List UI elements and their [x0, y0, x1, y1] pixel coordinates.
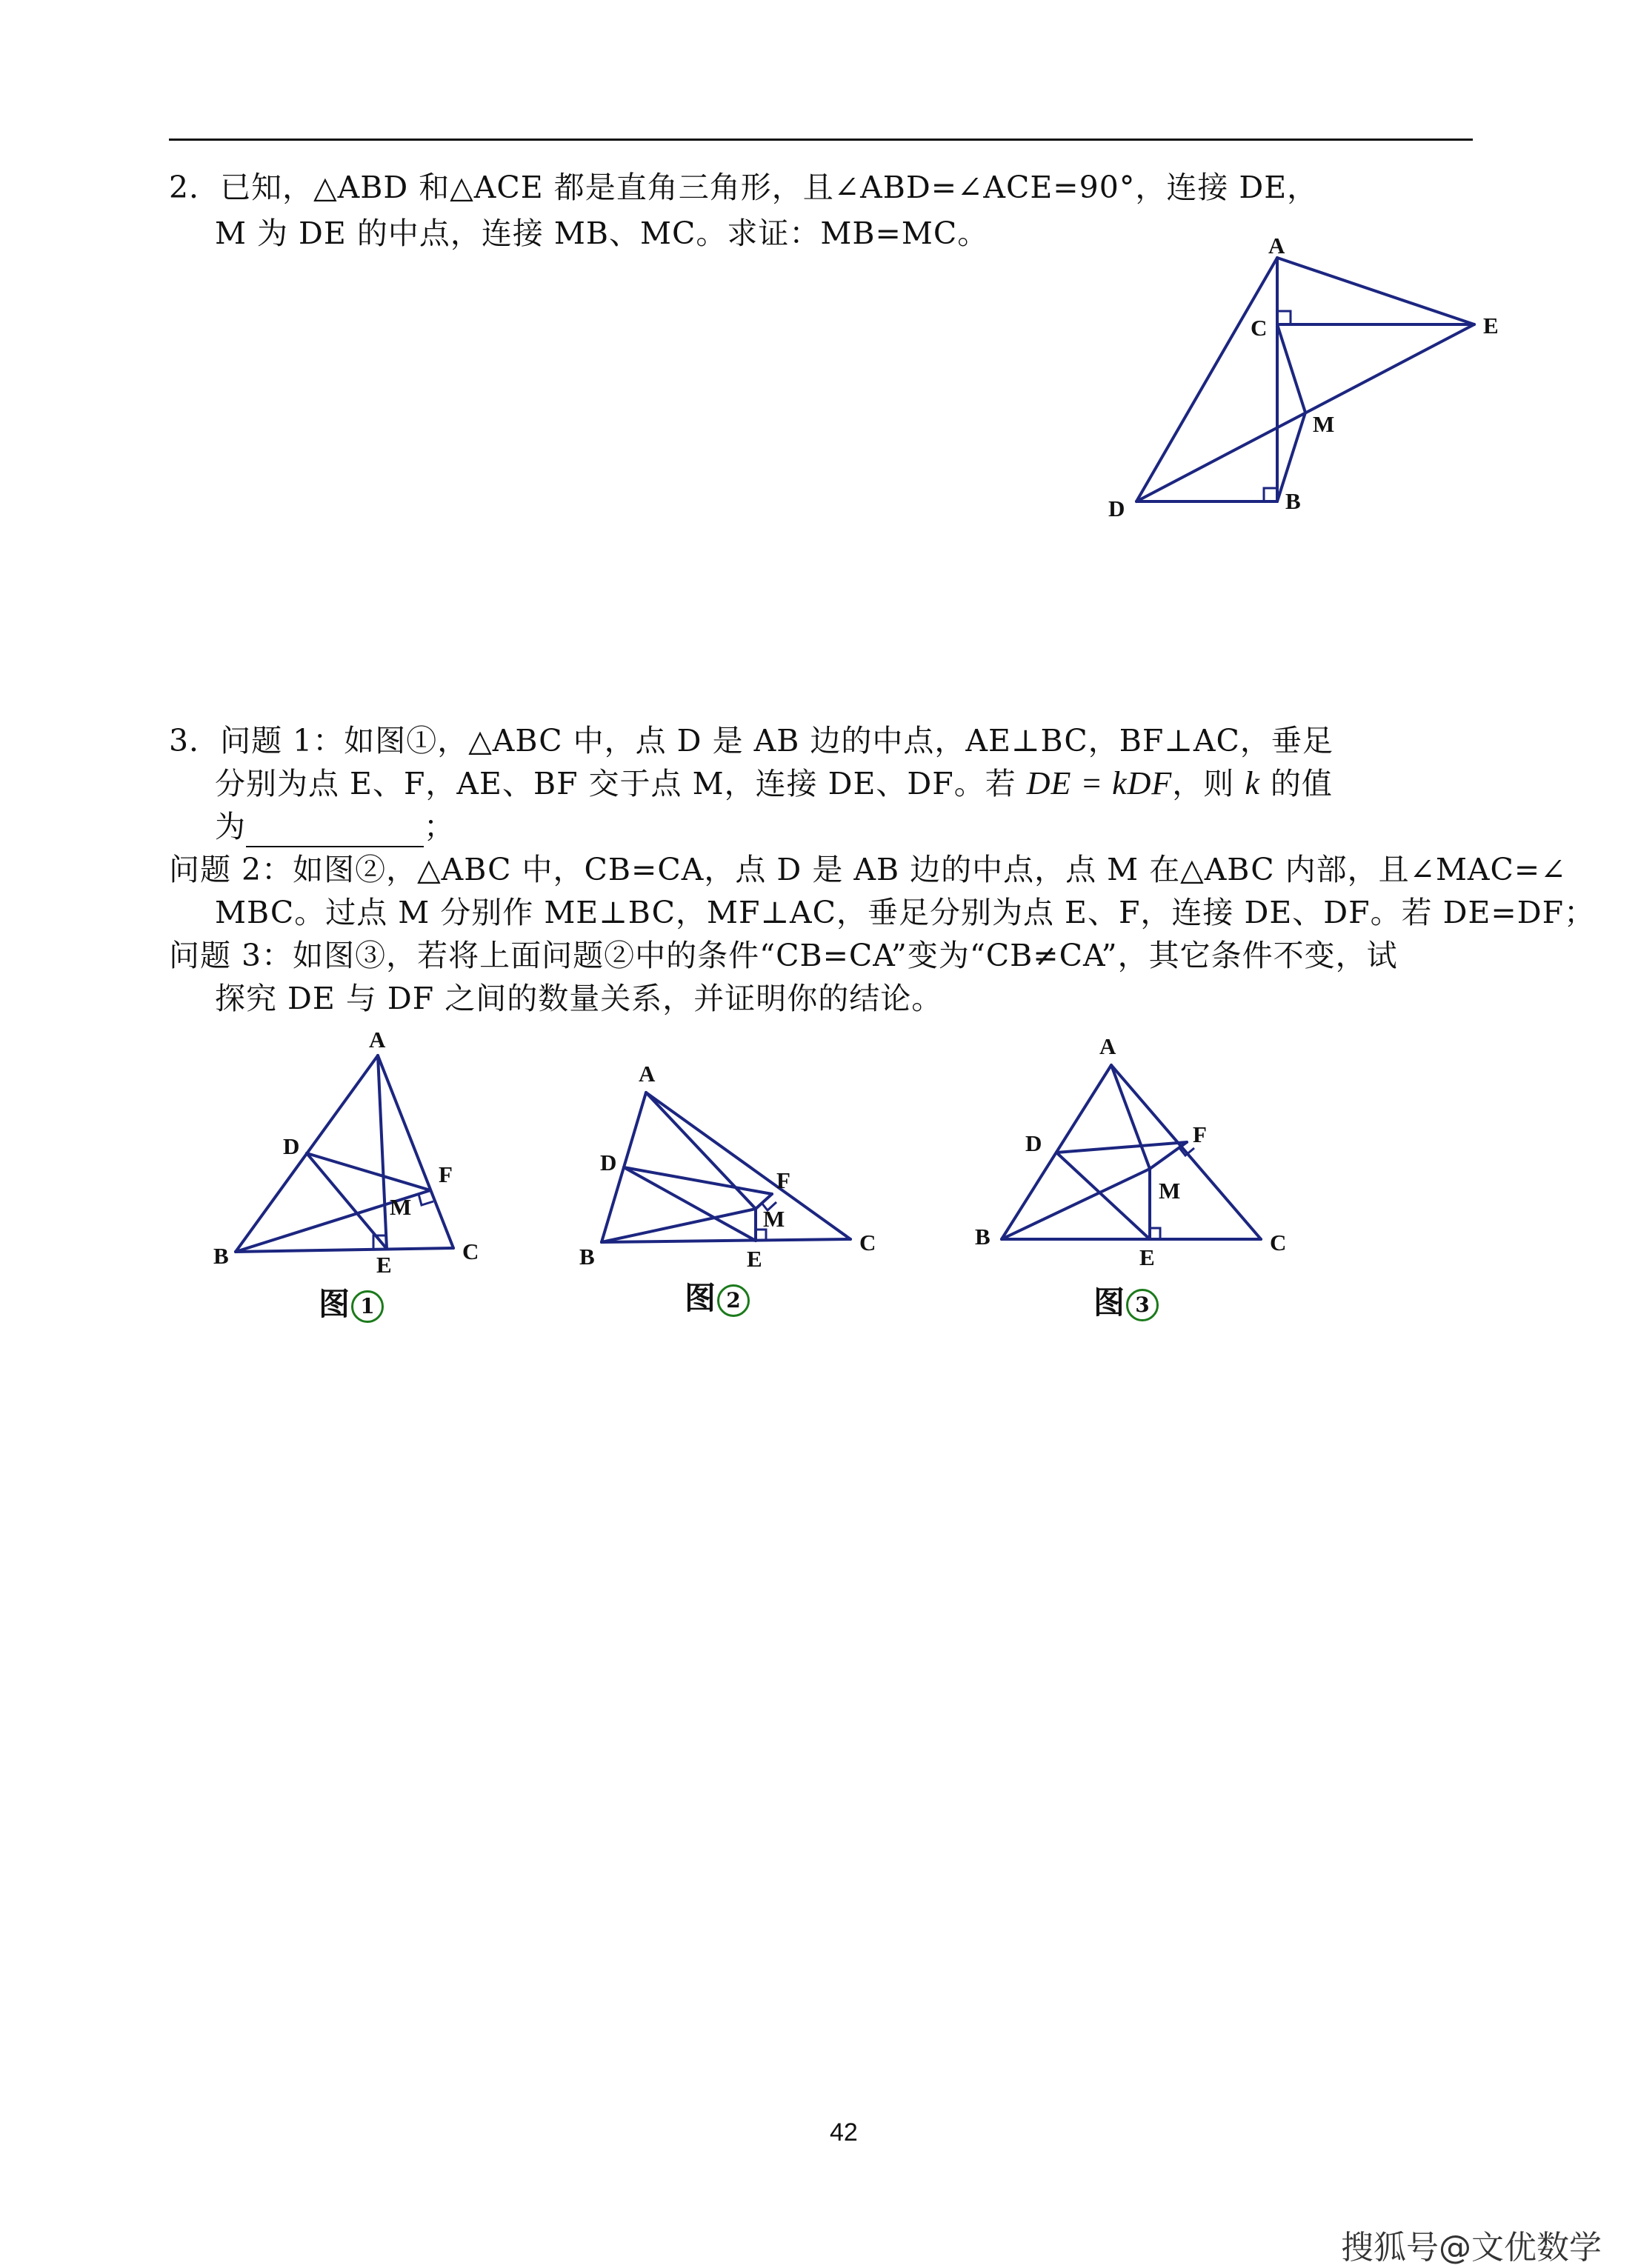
fig1-number: 1	[351, 1290, 384, 1323]
problem3-q3-line1: 问题 3：如图③，若将上面问题②中的条件“CB=CA”变为“CB≠CA”，其它条件不变，试	[169, 938, 1398, 973]
p2-label-B: B	[1285, 488, 1301, 514]
q1-text-mid: ，则	[1172, 766, 1245, 801]
q1-k: k	[1245, 765, 1260, 801]
fig1-label-M: M	[390, 1194, 412, 1220]
fig3-number: 3	[1126, 1289, 1159, 1321]
fig2-caption-text: 图	[685, 1280, 716, 1316]
fig3-caption-text: 图	[1093, 1284, 1125, 1321]
fig3-label-M: M	[1159, 1178, 1181, 1204]
p2-label-C: C	[1251, 315, 1268, 341]
q1-text-suffix: 的值	[1259, 766, 1333, 801]
answer-blank	[246, 816, 424, 847]
problem2-line1: 2．已知，△ABD 和△ACE 都是直角三角形，且∠ABD=∠ACE=90°，连接 DE，	[169, 170, 1319, 205]
fig3-label-F: F	[1193, 1121, 1207, 1147]
problem3-q2-line2: MBC。过点 M 分别作 ME⊥BC，MF⊥AC，垂足分别为点 E、F，连接 DE、DF。若 DE=DF；	[215, 895, 1596, 930]
problem2-line2: M 为 DE 的中点，连接 MB、MC。求证：MB=MC。	[215, 216, 989, 251]
q1-formula: DE = kDF	[1026, 765, 1173, 801]
fig1-label-B: B	[213, 1243, 229, 1269]
problem3-q1-line2	[215, 763, 1333, 804]
fig3-label-E: E	[1139, 1244, 1155, 1270]
fig1-label-A: A	[369, 1027, 386, 1053]
fig1-label-F: F	[439, 1161, 453, 1187]
figure-3	[963, 1030, 1319, 1274]
p2-label-A: A	[1268, 233, 1285, 259]
p2-label-M: M	[1313, 411, 1335, 437]
figure-1	[207, 1022, 519, 1278]
q1-line3-suffix: ；	[424, 809, 455, 844]
p2-label-E: E	[1483, 313, 1499, 338]
fig3-label-C: C	[1270, 1230, 1287, 1255]
figure-2	[570, 1052, 911, 1274]
fig3-label-B: B	[975, 1224, 991, 1250]
watermark: 搜狐号@文优数学	[1341, 2229, 1602, 2267]
problem3-q1-line1: 3．问题 1：如图①，△ABC 中，点 D 是 AB 边的中点，AE⊥BC，BF⊥AC，垂足	[169, 723, 1334, 758]
fig1-caption	[319, 1280, 384, 1324]
fig1-label-E: E	[376, 1252, 392, 1278]
problem3-q3-line2: 探究 DE 与 DF 之间的数量关系，并证明你的结论。	[215, 981, 943, 1016]
header-rule	[169, 139, 1473, 141]
fig2-caption	[685, 1274, 750, 1318]
fig3-label-D: D	[1025, 1130, 1042, 1156]
q1-text-prefix: 分别为点 E、F，AE、BF 交于点 M，连接 DE、DF。若	[215, 766, 1027, 801]
fig3-label-A: A	[1099, 1033, 1116, 1059]
fig2-label-F: F	[776, 1167, 790, 1193]
fig1-caption-text: 图	[319, 1286, 350, 1322]
fig2-label-M: M	[763, 1206, 785, 1232]
fig2-label-E: E	[747, 1246, 762, 1272]
fig1-label-D: D	[283, 1133, 300, 1159]
fig2-label-B: B	[579, 1244, 595, 1270]
fig1-label-C: C	[462, 1238, 479, 1264]
p2-label-D: D	[1108, 496, 1125, 521]
problem3-q2-line1: 问题 2：如图②，△ABC 中，CB=CA，点 D 是 AB 边的中点，点 M 在△ABC 内部，且∠MAC=∠	[169, 852, 1567, 887]
page-number: 42	[830, 2118, 858, 2147]
fig2-label-A: A	[639, 1061, 656, 1087]
problem2-figure	[1096, 222, 1511, 533]
q1-line3-prefix: 为	[215, 809, 246, 844]
fig2-number: 2	[717, 1284, 750, 1317]
fig3-caption	[1093, 1278, 1159, 1323]
problem3-q1-line3	[215, 806, 455, 847]
fig2-label-C: C	[859, 1230, 876, 1255]
fig2-label-D: D	[600, 1150, 617, 1175]
